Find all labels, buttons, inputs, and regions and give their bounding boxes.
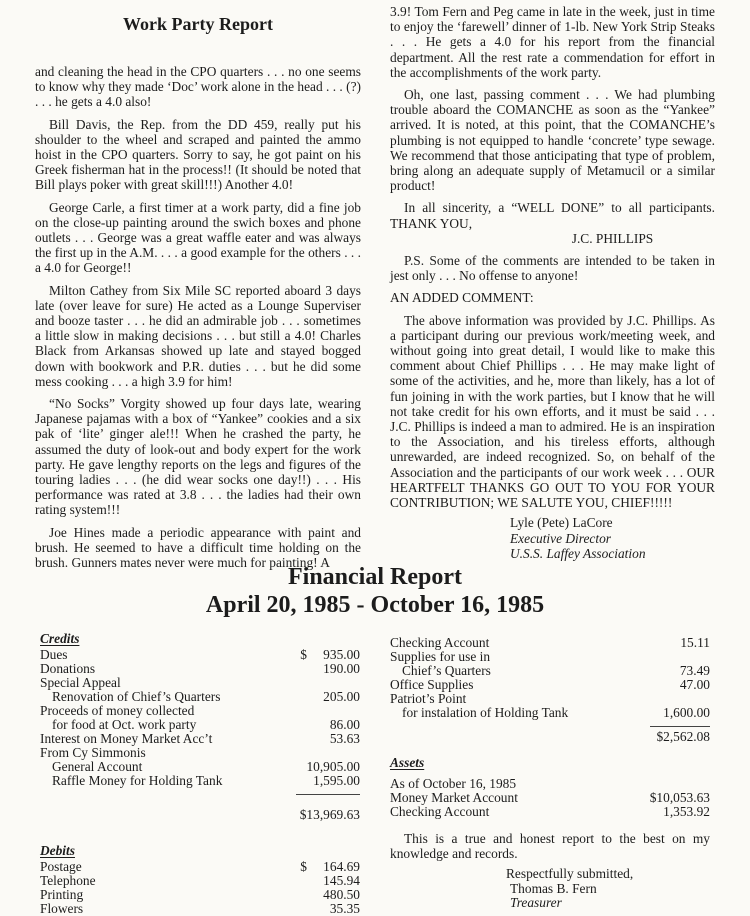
ledger-row [40, 648, 360, 662]
financial-left-column [40, 632, 360, 916]
closing-signature [390, 867, 710, 911]
ledger-row [390, 664, 710, 678]
signoff-name: J.C. PHILLIPS [571, 230, 654, 246]
ps-note: P.S. Some of the comments are intended to be taken in jest only . . . No offense to anyone! [390, 253, 715, 284]
ledger-currency: $ [300, 859, 307, 874]
signature-title: Executive Director [510, 530, 611, 546]
ledger-row [390, 650, 710, 664]
ledger-row [40, 860, 360, 874]
financial-title-block [0, 563, 750, 619]
debits-total: $2,562.08 [656, 729, 710, 744]
assets-heading: Assets [390, 755, 425, 770]
ledger-label: Proceeds of money collected [40, 703, 195, 718]
paragraph: Bill Davis, the Rep. from the DD 459, really put his shoulder to the wheel and scraped and painted the ammo hoist in the CPO quarters. Sorry to say, he got paint on his Greek fisherman hat in the process!! (It should be noted that Bill plays poker with great skill!!!) Another 4.0! [35, 116, 361, 193]
ledger-amount: 35.35 [329, 901, 360, 916]
ledger-label: for instalation of Holding Tank [402, 705, 569, 720]
work-party-title: Work Party Report [123, 14, 273, 34]
ledger-amount: 10,905.00 [306, 759, 360, 774]
ledger-amount: 1,595.00 [313, 773, 360, 788]
ledger-label: Office Supplies [390, 677, 474, 692]
ledger-label: Special Appeal [40, 675, 121, 690]
signature-name: Lyle (Pete) LaCore [510, 515, 613, 531]
assets-date: As of October 16, 1985 [390, 776, 517, 791]
ledger-row [390, 706, 710, 720]
ledger-label: Renovation of Chief’s Quarters [52, 689, 221, 704]
closing-signature-line: Respectfully submitted, [506, 866, 634, 881]
treasurer-title: Treasurer [510, 895, 562, 910]
ledger-label: Supplies for use in [390, 649, 491, 664]
ledger-label: Interest on Money Market Acc’t [40, 731, 213, 746]
ledger-amount: $10,053.63 [649, 790, 710, 805]
ledger-row [40, 902, 360, 916]
ledger-amount: 205.00 [323, 689, 360, 704]
ledger-label: Dues [40, 647, 68, 662]
ledger-row [40, 760, 360, 774]
ledger-label: Chief’s Quarters [402, 663, 491, 678]
ledger-amount: 190.00 [323, 661, 360, 676]
ledger-label: Printing [40, 887, 84, 902]
ledger-row [390, 791, 710, 805]
ledger-row [40, 746, 360, 760]
ledger-currency: $ [300, 647, 307, 662]
ledger-row [40, 774, 360, 788]
ledger-label: Telephone [40, 873, 96, 888]
signature-org: U.S.S. Laffey Association [510, 545, 646, 561]
ledger-amount: 86.00 [329, 717, 360, 732]
ledger-label: Checking Account [390, 804, 490, 819]
ledger-label: for food at Oct. work party [52, 717, 197, 732]
added-comment-heading: AN ADDED COMMENT: [390, 290, 534, 306]
ledger-amount: 480.50 [323, 887, 360, 902]
ledger-label: From Cy Simmonis [40, 745, 146, 760]
ledger-row [40, 662, 360, 676]
paragraph: The above information was provided by J.C. Phillips. As a participant during our previous work/meeting week, and without going into great detail, I would like to make this comment about Chief Phillips . . . He may make light of some of the activities, and he, more than likely, has a lot of fun joining in with the work parties, but I know that he will not take credit for his own efforts, and it must be said . . . J.C. Phillips is indeed a man to admired. He is an inspiration to the Association, and his tireless efforts, although unrewarded, are indeed recognized. So, on behalf of the Association and the participants of our work week . . . OUR HEARTFELT THANKS GO OUT TO YOU FOR YOUR CONTRIBUTION; WE SALUTE YOU, CHIEF!!!!! [390, 312, 715, 511]
ledger-row [390, 678, 710, 692]
financial-right-column [390, 636, 710, 911]
ledger-label: Raffle Money for Holding Tank [52, 773, 223, 788]
ledger-label: Flowers [40, 901, 84, 916]
paragraph: Joe Hines made a periodic appearance with paint and brush. He seemed to have a difficult time holding on the brush. Gunners mates never were much for painting! A [35, 524, 361, 571]
ledger-label: General Account [52, 759, 143, 774]
paragraph: 3.9! Tom Fern and Peg came in late in the week, just in time to enjoy the ‘farewell’ dinner of 1-lb. New York Strip Steaks . . . He gets a 4.0 for his report from the financial department. All the rest rate a commendation for effort in the accomplishments of the work party. [390, 4, 715, 80]
signature-block [390, 515, 715, 561]
treasurer-name: Thomas B. Fern [510, 880, 597, 896]
paragraph: George Carle, a first timer at a work party, did a fine job on the close-up painting around the swich boxes and phone outlets . . . George was a great waffle eater and was always the first up in the A.M. . . . a good example for the others . . . a 4.0 for George!! [35, 199, 361, 276]
paragraph: In all sincerity, a “WELL DONE” to all participants. THANK YOU, [390, 200, 715, 231]
financial-period: April 20, 1985 - October 16, 1985 [205, 592, 545, 618]
ledger-label: Money Market Account [390, 790, 518, 805]
work-party-right-column [390, 4, 715, 561]
ledger-row [390, 636, 710, 650]
ledger-amount: 47.00 [679, 677, 710, 692]
ledger-amount: 935.00 [323, 647, 360, 662]
ledger-row [40, 690, 360, 704]
debits-heading: Debits [40, 843, 75, 858]
ledger-label: Donations [40, 661, 96, 676]
debits-total-rule [650, 726, 710, 727]
closing-statement: This is a true and honest report to the best on my knowledge and records. [390, 831, 710, 861]
ledger-label: Postage [40, 859, 82, 874]
ledger-row [390, 692, 710, 706]
ledger-label: Checking Account [390, 635, 490, 650]
ledger-amount: 1,600.00 [663, 705, 710, 720]
work-party-left-column [35, 64, 361, 577]
credits-heading: Credits [40, 631, 80, 646]
ledger-row [40, 676, 360, 690]
ledger-row [40, 874, 360, 888]
paragraph: Oh, one last, passing comment . . . We had plumbing trouble aboard the COMANCHE as soon as the “Yankee” arrived. It is noted, at this point, that the COMANCHE’s plumbing is not equipped to handle ‘concrete’ type sewage. We recommend that those anticipating that type of problem, bring along an adequate supply of Metamucil or a similar product! [390, 87, 715, 194]
ledger-row [40, 718, 360, 732]
ledger-amount: 53.63 [329, 731, 360, 746]
ledger-amount: 1,353.92 [663, 804, 710, 819]
paragraph: Milton Cathey from Six Mile SC reported aboard 3 days late (over leave for sure) He acted as a Lounge Superviser and booze taster . . . he did an admirable job . . . sometimes a little slow in making decisions . . . but still a 4.0! Charles Black from Arkansas showed up late and stayed bogged down with bookwork and P.R. duties . . . but he did some mess cooking . . . a high 3.9 for him! [35, 282, 361, 389]
paragraph: “No Socks” Vorgity showed up four days late, wearing Japanese pajamas with a box of “Yankee” cookies and a six pak of ‘lite’ ginger ale!!! When he crashed the party, he assumed the duty of look-out and body expert for the work party. He gave lengthy reports on the legs and figures of the touring ladies . . . (he did wear socks one day!!) . . . His performance was rated at 3.8 . . . the ladies had their own rating system!!! [35, 396, 361, 518]
ledger-label: Patriot’s Point [390, 691, 467, 706]
ledger-row [40, 732, 360, 746]
ledger-row [40, 888, 360, 902]
financial-title: Financial Report [288, 564, 462, 590]
ledger-amount: 145.94 [323, 873, 360, 888]
ledger-amount: 73.49 [679, 663, 710, 678]
ledger-amount: 15.11 [680, 635, 710, 650]
ledger-row [40, 704, 360, 718]
credits-total-rule [296, 794, 360, 795]
ledger-amount: 164.69 [323, 859, 360, 874]
credits-total: $13,969.63 [299, 807, 360, 822]
paragraph: and cleaning the head in the CPO quarters . . . no one seems to know why they made ‘Doc’ work alone in the head . . . (?) . . . he gets a 4.0 also! [35, 64, 361, 110]
ledger-row [390, 805, 710, 819]
